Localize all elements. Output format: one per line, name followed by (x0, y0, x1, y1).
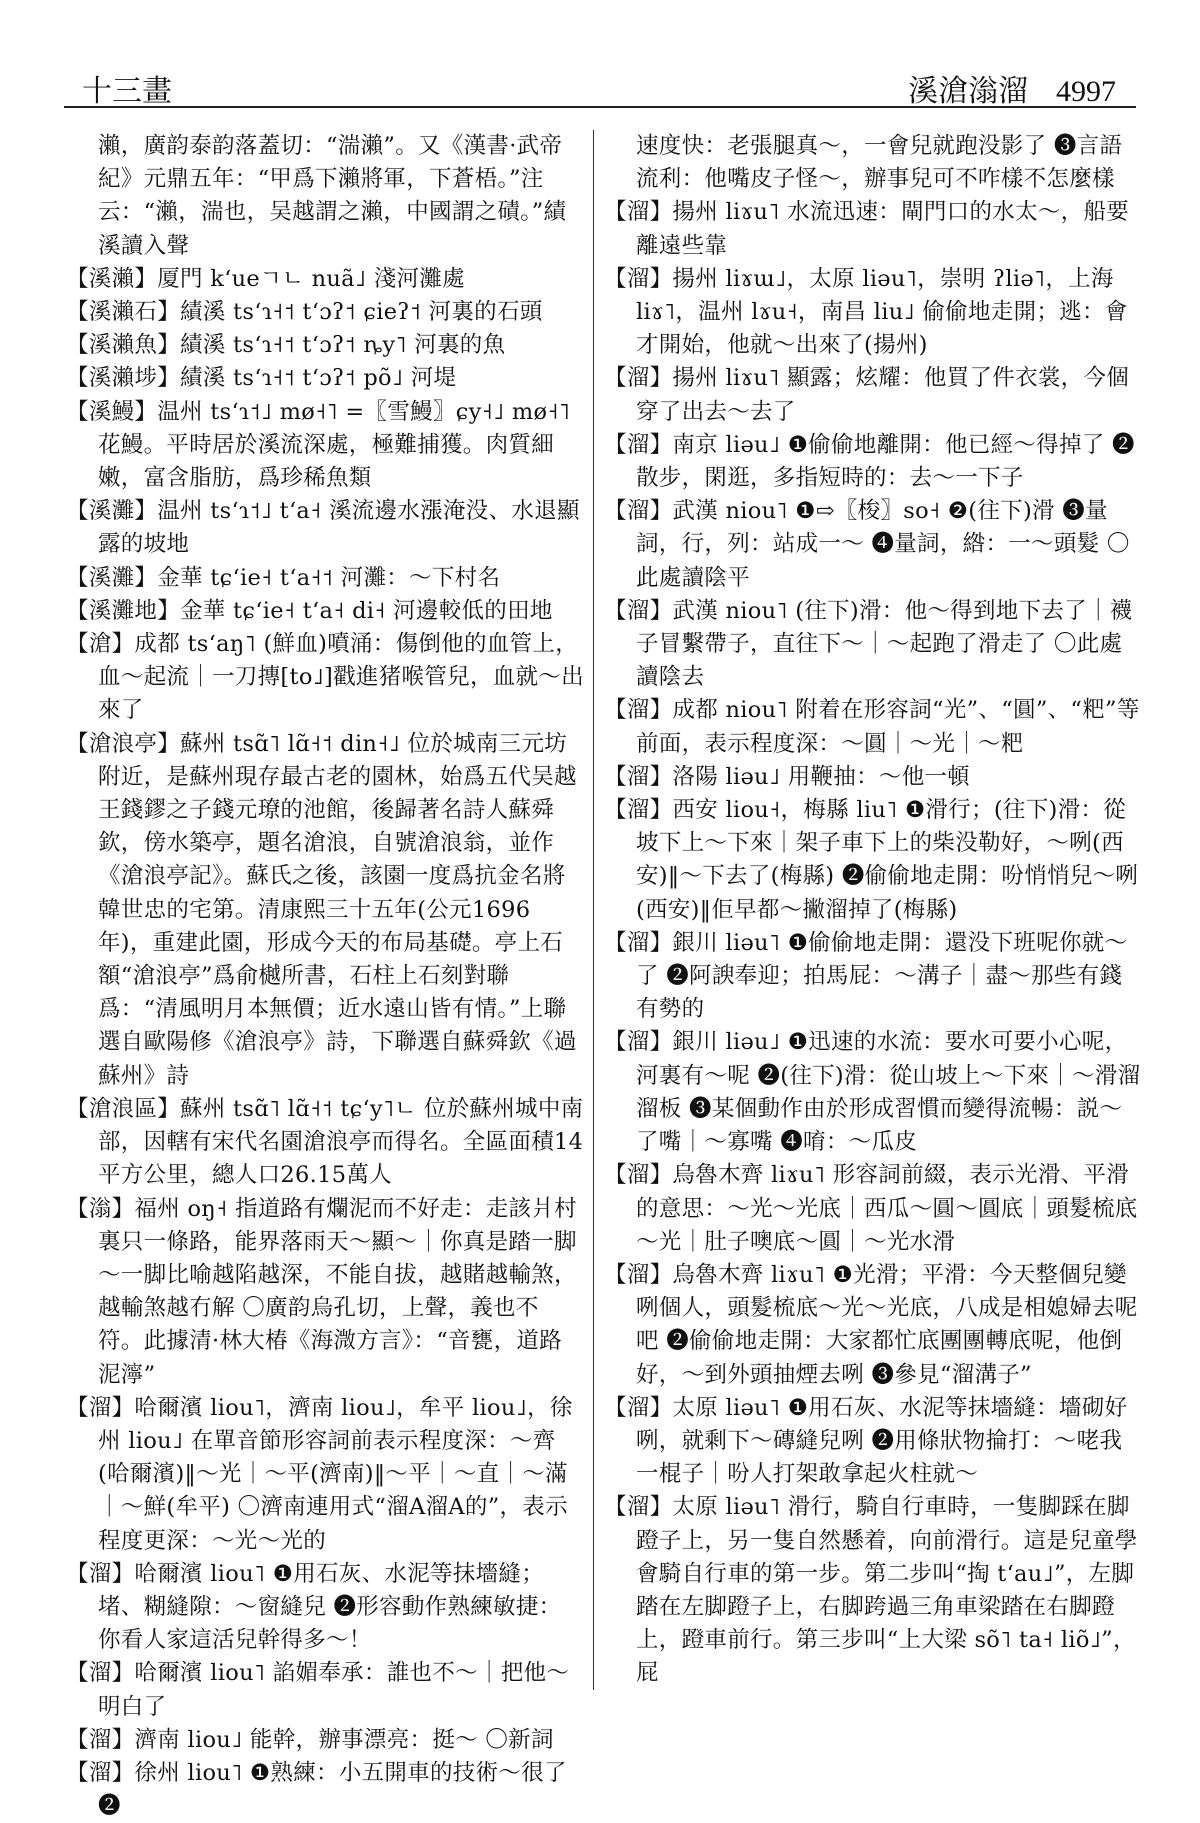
dictionary-entry: 【滄浪區】蘇州 tsɑ̃˥ lɑ̃˧˦ tɕʻy˥ㄴ 位於蘇州城中南部，因轄有宋代名園滄浪亭而得名。全區面積14平方公里，總人口26.15萬人 (66, 1095, 584, 1189)
dictionary-entry: 【溜】烏魯木齊 liɤu˥ ❶光滑；平滑：今天整個兒變咧個人，頭髮梳底～光～光底，八成是相媳婦去呢吧 ❷偷偷地走開：大家都忙底團團轉底呢，他倒好，～到外頭抽煙去咧 ❸參見“溜溝子” (604, 1261, 1138, 1388)
dictionary-entry: 【溪瀨石】績溪 tsʻɿ˧˦ tʻɔʔ˦ ɕieʔ˦ 河裏的石頭 (66, 299, 543, 326)
dictionary-entry: 【溜】銀川 liəu˩ ❶迅速的水流：要水可要小心呢，河裏有～呢 ❷(往下)滑：從山坡上～下來｜～滑溜溜板 ❸某個動作由於形成習慣而變得流暢：説～了嘴｜～寡嘴 ❹唷：～瓜皮 (604, 1029, 1141, 1156)
page-running-head (908, 66, 1116, 110)
header-rule (64, 106, 1136, 108)
dictionary-entry: 【溜】武漢 niou˥ ❶⇨〖梭〗so˧ ❷(往下)滑 ❸量詞，行，列：站成一～ ❹量詞，綹：一～頭髮 〇此處讀陰平 (604, 498, 1130, 591)
dictionary-entry: 【溜】哈爾濱 liou˥，濟南 liou˩，牟平 liou˩，徐州 liou˩ 在單音節形容詞前表示程度深：～齊(哈爾濱)‖～光｜～平(濟南)‖～平｜～直｜～滿｜～鮮(牟平) 〇濟南連用式“溜A溜A的”，表示程度更深：～光～光的 (66, 1394, 573, 1554)
dictionary-entry: 【溜】哈爾濱 liou˥ 諂媚奉承：誰也不～｜把他～明白了 (66, 1660, 570, 1720)
dictionary-entry: 【溜】揚州 liɤu˥ 顯露；炫耀：他買了件衣裳，今個穿了出去～去了 (604, 365, 1130, 425)
dictionary-entry: 【滄】成都 tsʻaŋ˥ (鮮血)噴涌：傷倒他的血管上，血～起流｜一刀摶[to˩]戳進猪喉管兒，血就～出來了 (66, 631, 584, 724)
dictionary-entry: 【溜】西安 liou˧，梅縣 liu˥ ❶滑行；(往下)滑：從坡下上～下來｜架子車下上的柴没勒好，～咧(西安)‖～下去了(梅縣) ❷偷偷地走開：吩悄悄兒～咧(西安)‖佢早都～撇溜掉了(梅縣) (604, 797, 1139, 923)
dictionary-entry: 【溜】銀川 liəu˥ ❶偷偷地走開：還没下班呢你就～了 ❷阿諛奉迎；拍馬屁：～溝子｜盡～那些有錢有勢的 (604, 929, 1128, 1023)
column-divider (593, 130, 594, 1690)
dictionary-entry: 【溪灘】温州 tsʻɿ˦˩ tʻa˧ 溪流邊水漲淹没、水退顯露的坡地 (66, 498, 580, 558)
dictionary-entry: 【溪灘地】金華 tɕʻie˧ tʻa˧ di˧ 河邊較低的田地 (66, 597, 553, 624)
dictionary-entry: 【滃】福州 oŋ˧ 指道路有爛泥而不好走：走該爿村裏只一條路，能界落雨天～顯～｜你真是踏一脚～一脚比喻越陷越深，不能自拔，越賭越輸煞，越輸煞越冇解 〇廣韵烏孔切，上聲，義也不符。此據清·林大椿《海溦方言》：“音甕，道路泥濘” (66, 1195, 577, 1388)
dictionary-entry: 【溜】徐州 liou˥ ❶熟練：小五開車的技術～很了 ❷ (66, 1759, 567, 1820)
right-column (604, 130, 1142, 1700)
dictionary-entry: 【溜】太原 liəu˥ 滑行，騎自行車時，一隻脚踩在脚蹬子上，另一隻自然懸着，向前滑行。這是兒童學會騎自行車的第一步。第二步叫“掏 tʻau˩”，左脚踏在左脚蹬子上，右脚跨過三角車梁踏在右脚蹬上，蹬車前行。第三步叫“上大梁 sõ˥ ta˧ liõ˩”，屁 (604, 1494, 1138, 1687)
dictionary-entry: 【溜】南京 liəu˩ ❶偷偷地離開：他已經～得掉了 ❷散步，閑逛，多指短時的：去～一下子 (604, 431, 1135, 492)
dictionary-entry: 【溪瀨】厦門 kʻueㄱㄴ nuã˩ 淺河灘處 (66, 265, 465, 292)
running-head-characters: 溪滄滃溜 (908, 74, 1028, 109)
dictionary-entry: 【溜】洛陽 liəu˩ 用鞭抽：～他一頓 (604, 763, 971, 790)
dictionary-entry: 【溪灘】金華 tɕʻie˧ tʻa˧˦ 河灘：～下村名 (66, 564, 501, 591)
dictionary-entry: 【溜】太原 liəu˥ ❶用石灰、水泥等抹墻縫：墻砌好咧，就剩下～磚縫兒咧 ❷用條狀物掄打：～咾我一棍子｜吩人打架敢拿起火柱就～ (604, 1394, 1128, 1488)
dictionary-entry: 【溜】揚州 liɤɯ˩，太原 liəu˥，崇明 ʔliə˥，上海 liɤ˥，温州 lɤu˧，南昌 liu˩ 偷偷地走開；逃：會才開始，他就～出來了(揚州) (604, 265, 1128, 359)
dictionary-entry: 【溜】烏魯木齊 liɤu˥ 形容詞前綴，表示光滑、平滑的意思：～光～光底｜西瓜～圓～圓底｜頭髮梳底～光｜肚子噢底～圓｜～光水滑 (604, 1162, 1138, 1255)
dictionary-entry: 【滄浪亭】蘇州 tsɑ̃˥ lɑ̃˧˦ din˧˩ 位於城南三元坊附近，是蘇州現存最古老的園林，始爲五代吴越王錢鏐之子錢元璙的池館，後歸著名詩人蘇舜欽，傍水築亭，題名滄浪，自號滄浪翁，並作《滄浪亭記》。蘇氏之後，該園一度爲抗金名將韓世忠的宅第。清康熙三十五年(公元1696年)，重建此園，形成今天的布局基礎。亭上石額“滄浪亭”爲俞樾所書，石柱上石刻對聯爲：“清風明月本無價；近水遠山皆有情。”上聯選自歐陽修《滄浪亭》詩，下聯選自蘇舜欽《過蘇州》詩 (66, 730, 577, 1089)
left-column (66, 130, 584, 1820)
dictionary-entry: 【溜】揚州 liɤu˥ 水流迅速：閘門口的水太～，船要離遠些靠 (604, 199, 1130, 259)
dictionary-entry: 【溜】哈爾濱 liou˥ ❶用石灰、水泥等抹墻縫；堵、糊縫隙：～窗縫兒 ❷形容動作熟練敏捷：你看人家這活兒幹得多～！ (66, 1560, 562, 1654)
dictionary-entry: 速度快：老張腿真～，一會兒就跑没影了 ❸言語流利：他嘴皮子怪～，辦事兒可不咋樣不怎麼樣 (636, 133, 1123, 193)
dictionary-entry: 【溜】濟南 liou˩ 能幹，辦事漂亮：挺～ 〇新詞 (66, 1726, 554, 1753)
dictionary-entry: 【溪瀨埗】績溪 tsʻɿ˧˦ tʻɔʔ˦ põ˩ 河堤 (66, 365, 457, 392)
page-number: 4997 (1056, 75, 1116, 108)
page-header (64, 60, 1136, 110)
radical-stroke-heading: 十三畫 (82, 74, 172, 109)
dictionary-entry: 【溪鰻】温州 tsʻɿ˦˩ mø˧˥ =〖雪鰻〗ɕy˧˩ mø˧˥ 花鰻。平時居於溪流深處，極難捕獲。肉質細嫩，富含脂肪，爲珍稀魚類 (66, 398, 571, 492)
dictionary-entry: 【溜】武漢 niou˥ (往下)滑：他～得到地下去了｜襪子冒繫帶子，直往下～｜～起跑了滑走了 〇此處讀陰去 (604, 597, 1133, 691)
dictionary-entry: 瀨，廣韵泰韵落蓋切：“湍瀨”。又《漢書·武帝紀》元鼎五年：“甲爲下瀨將軍，下蒼梧。”注云：“瀨，湍也，吴越謂之瀨，中國謂之磧。”績溪讀入聲 (98, 133, 567, 259)
dictionary-entry: 【溜】成都 niou˥ 附着在形容詞“光”、“圓”、“粑”等前面，表示程度深：～圓｜～光｜～粑 (604, 697, 1140, 757)
dictionary-entry: 【溪瀨魚】績溪 tsʻɿ˧˦ tʻɔʔ˦ ȵy˥ 河裏的魚 (66, 332, 506, 359)
